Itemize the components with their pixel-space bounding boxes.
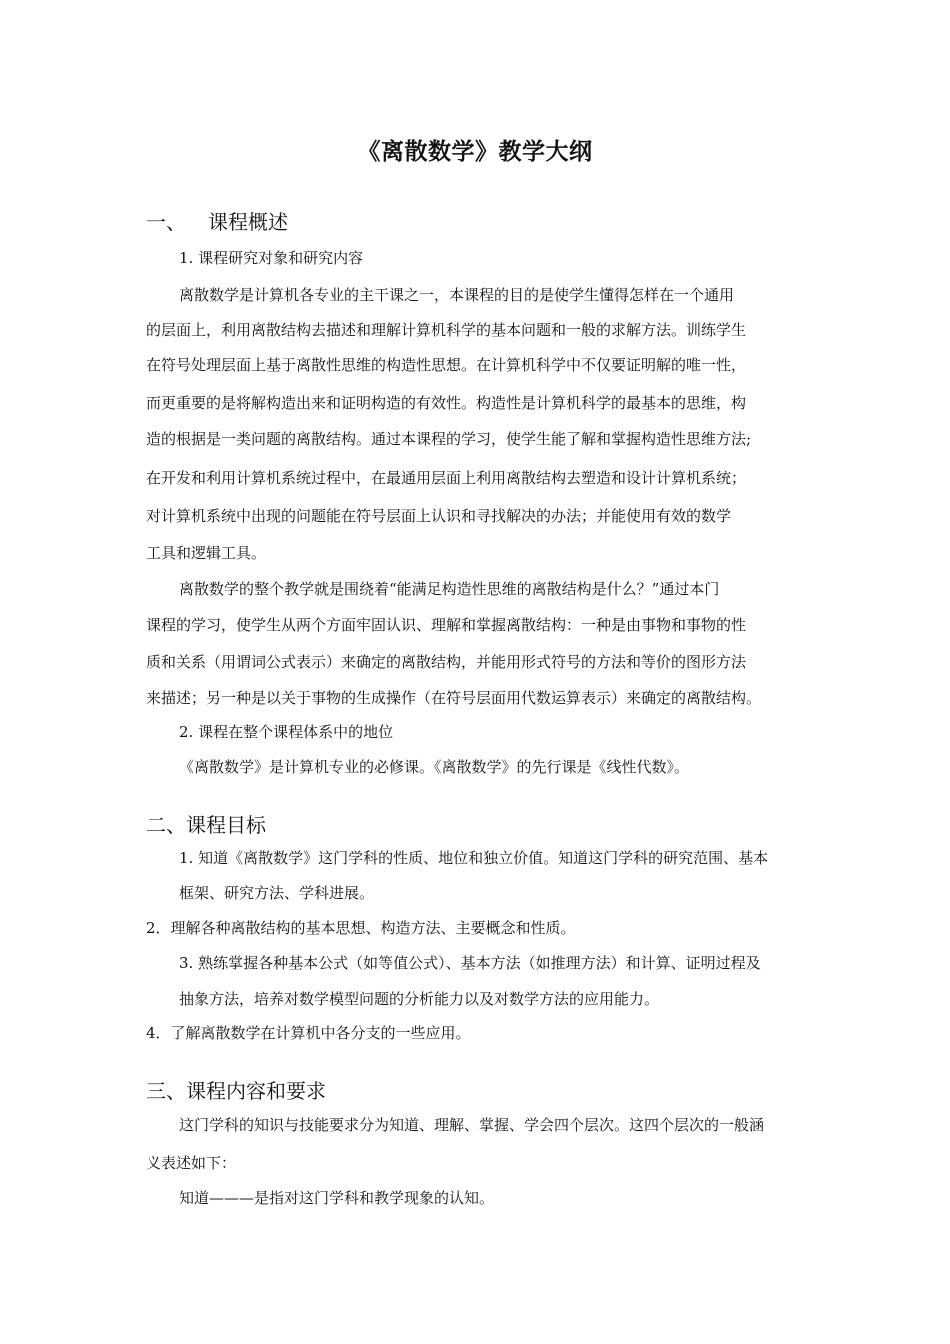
- paragraph-line: 课程的学习，使学生从两个方面牢固认识、理解和掌握离散结构：一种是由事物和事物的性: [146, 616, 747, 634]
- section-number: 三、: [146, 1079, 186, 1103]
- paragraph-line: 而更重要的是将解构造出来和证明构造的有效性。构造性是计算机科学的最基本的思维，构: [146, 394, 747, 412]
- section-title: 课程概述: [208, 210, 288, 234]
- goal-item-1: 1. 知道《离散数学》这门学科的性质、地位和独立价值。知道这门学科的研究范围、基本: [179, 849, 769, 867]
- paragraph-line: 离散数学是计算机各专业的主干课之一，本课程的目的是使学生懂得怎样在一个通用: [179, 286, 735, 304]
- paragraph-line: 在开发和利用计算机系统过程中，在最通用层面上利用离散结构去塑造和设计计算机系统；: [146, 469, 747, 487]
- section-number: 一、: [146, 210, 186, 234]
- paragraph-line: 义表述如下：: [146, 1154, 237, 1172]
- paragraph-line: 造的根据是一类问题的离散结构。通过本课程的学习，使学生能了解和掌握构造性思维方法;: [146, 430, 752, 448]
- goal-item-3-cont: 抽象方法，培养对数学模型问题的分析能力以及对数学方法的应用能力。: [179, 990, 660, 1008]
- section-number: 二、: [146, 813, 186, 837]
- goal-item-4: 4．了解离散数学在计算机中各分支的一些应用。: [146, 1024, 471, 1042]
- paragraph-line: 这门学科的知识与技能要求分为知道、理解、掌握、学会四个层次。这四个层次的一般涵: [179, 1116, 765, 1134]
- goal-item-2: 2．理解各种离散结构的基本思想、构造方法、主要概念和性质。: [146, 919, 576, 937]
- subsection-heading-2: 2. 课程在整个课程体系中的地位: [179, 723, 394, 741]
- goal-item-3: 3. 熟练掌握各种基本公式（如等值公式）、基本方法（如推理方法）和计算、证明过程及: [179, 954, 761, 972]
- paragraph-line: 在符号处理层面上基于离散性思维的构造性思想。在计算机科学中不仅要证明解的唯一性，: [146, 356, 747, 374]
- section-heading-1: [146, 207, 288, 237]
- paragraph-line: 对计算机系统中出现的问题能在符号层面上认识和寻找解决的办法；并能使用有效的数学: [146, 507, 732, 525]
- document-title: 《离散数学》教学大纲: [357, 139, 593, 165]
- goal-item-1-cont: 框架、研究方法、学科进展。: [179, 884, 375, 902]
- section-title: 课程内容和要求: [186, 1079, 326, 1103]
- section-title: 课程目标: [186, 813, 266, 837]
- paragraph-line: 离散数学的整个教学就是围绕着“能满足构造性思维的离散结构是什么？”通过本门: [179, 580, 720, 598]
- section-heading-3: [146, 1076, 326, 1106]
- paragraph-line: 的层面上，利用离散结构去描述和理解计算机科学的基本问题和一般的求解方法。训练学生: [146, 321, 747, 339]
- subsection-heading-1: 1. 课程研究对象和研究内容: [179, 249, 364, 267]
- section-heading-2: [146, 810, 266, 840]
- paragraph-line: 来描述；另一种是以关于事物的生成操作（在符号层面用代数运算表示）来确定的离散结构。: [146, 689, 762, 707]
- paragraph-line: 工具和逻辑工具。: [146, 544, 267, 562]
- paragraph-line: 知道———是指对这门学科和教学现象的认知。: [179, 1189, 495, 1207]
- paragraph-line: 质和关系（用谓词公式表示）来确定的离散结构，并能用形式符号的方法和等价的图形方法: [146, 653, 747, 671]
- paragraph-line: 《离散数学》是计算机专业的必修课。《离散数学》的先行课是《线性代数》。: [179, 758, 690, 776]
